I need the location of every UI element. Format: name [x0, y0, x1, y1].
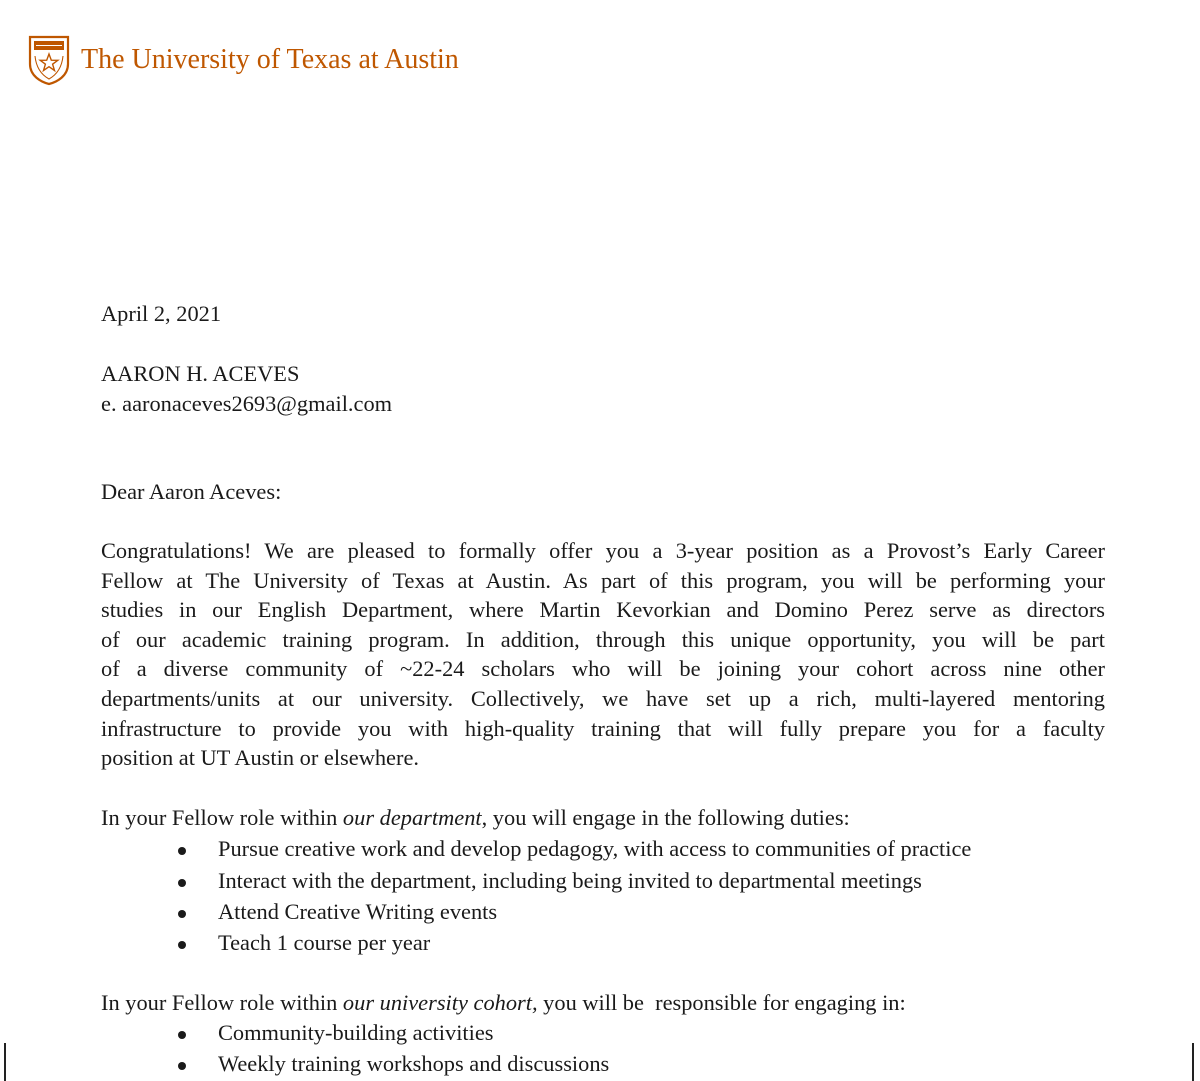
university-name: The University of Texas at Austin: [81, 44, 459, 75]
list-item-text: Pursue creative work and develop pedagogy, with access to communities of practice: [218, 836, 972, 861]
page-edge-left: [4, 1043, 6, 1081]
heading-text: you will be responsible for engaging in:: [537, 990, 906, 1015]
paragraph-line: of a diverse community of ~22-24 scholars who will be joining your cohort across nine other: [101, 656, 1105, 682]
bullet-icon: [178, 910, 186, 918]
bullet-icon: [178, 1062, 186, 1070]
heading-text: In your Fellow role within: [101, 990, 343, 1015]
heading-emphasis: our university cohort,: [342, 990, 538, 1015]
heading-emphasis: our department: [342, 805, 482, 830]
bullet-icon: [178, 941, 186, 949]
paragraph-line: Congratulations! We are pleased to formally offer you a 3-year position as a Provost’s Early Career: [101, 538, 1105, 563]
bullet-icon: [178, 879, 186, 887]
list-item-text: Community-building activities: [218, 1020, 494, 1045]
paragraph-line: infrastructure to provide you with high-quality training that will fully prepare you for a faculty: [101, 715, 1105, 741]
intro-paragraph: [101, 536, 1105, 773]
bullet-icon: [178, 847, 186, 855]
paragraph-line: position at UT Austin or elsewhere.: [101, 745, 419, 771]
paragraph-line: of our academic training program. In addition, through this unique opportunity, you will be part: [101, 626, 1105, 652]
letter-date: April 2, 2021: [101, 301, 222, 326]
salutation: Dear Aaron Aceves:: [101, 479, 282, 504]
paragraph-line: studies in our English Department, where Martin Kevorkian and Domino Perez serve as directors: [101, 597, 1105, 623]
recipient-name: AARON H. ACEVES: [101, 361, 300, 386]
bullet-icon: [178, 1031, 186, 1039]
department-duties-heading: [101, 807, 850, 829]
list-item-text: Teach 1 course per year: [218, 930, 431, 955]
letterhead: [27, 34, 459, 86]
paragraph-line: Fellow at The University of Texas at Austin. As part of this program, you will be performing your: [101, 567, 1105, 593]
ut-seal-icon: [27, 34, 71, 86]
heading-text: In your Fellow role within: [101, 805, 343, 830]
list-item-text: Interact with the department, including being invited to departmental meetings: [218, 868, 922, 893]
cohort-duties-heading: [101, 992, 906, 1014]
list-item-text: Weekly training workshops and discussions: [218, 1051, 610, 1076]
heading-text: , you will engage in the following duties:: [481, 805, 850, 830]
page-edge-right: [1192, 1043, 1194, 1081]
recipient-email: e. aaronaceves2693@gmail.com: [101, 391, 393, 416]
paragraph-line: departments/units at our university. Collectively, we have set up a rich, multi-layered mentoring: [101, 685, 1105, 711]
list-item-text: Attend Creative Writing events: [218, 899, 498, 924]
